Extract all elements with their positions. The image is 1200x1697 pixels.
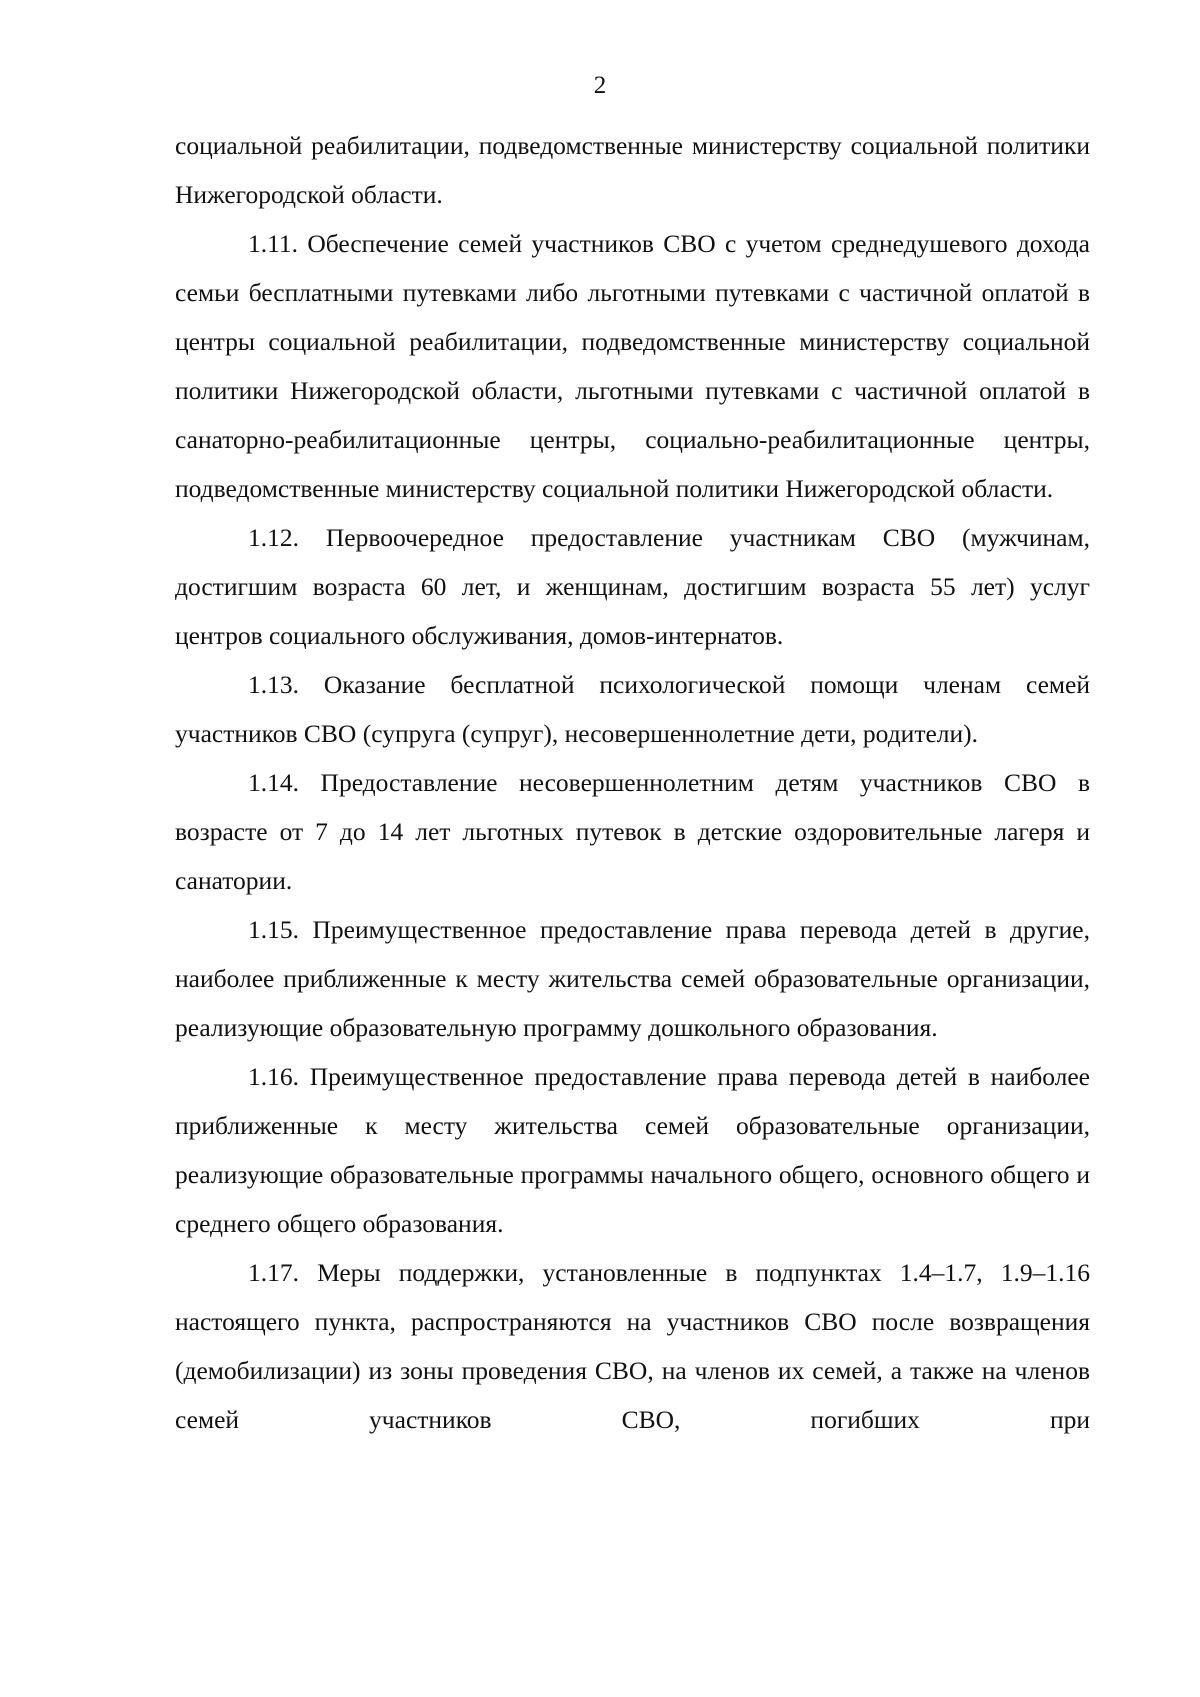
paragraph-1-13: 1.13. Оказание бесплатной психологической помощи членам семей участников СВО (супруга (супруг), несовершеннолетние дети, родители).: [175, 670, 1090, 748]
page-number: 2: [593, 72, 607, 99]
paragraph-1-15: 1.15. Преимущественное предоставление права перевода детей в другие, наиболее приближенные к месту жительства семей образовательные организации, реализующие образовательную программу дошкольного образования.: [175, 915, 1090, 1042]
document-body: [175, 121, 1090, 1444]
paragraph-continuation: социальной реабилитации, подведомственные министерству социальной политики Нижегородской области.: [175, 131, 1090, 209]
paragraph-1-17: 1.17. Меры поддержки, установленные в подпунктах 1.4–1.7, 1.9–1.16 настоящего пункта, распространяются на участников СВО после возвращения (демобилизации) из зоны проведения СВО, на членов их семей, а также на членов семей участников СВО, погибших при: [175, 1258, 1090, 1434]
paragraph-1-16: 1.16. Преимущественное предоставление права перевода детей в наиболее приближенные к месту жительства семей образовательные организации, реализующие образовательные программы начального общего, основного общего и среднего общего образования.: [175, 1062, 1090, 1238]
paragraph-1-11: 1.11. Обеспечение семей участников СВО с учетом среднедушевого дохода семьи бесплатными путевками либо льготными путевками с частичной оплатой в центры социальной реабилитации, подведомственные министерству социальной политики Нижегородской области, льготными путевками с частичной оплатой в санаторно-реабилитационные центры, социально-реабилитационные центры, подведомственные министерству социальной политики Нижегородской области.: [175, 229, 1090, 503]
paragraph-1-12: 1.12. Первоочередное предоставление участникам СВО (мужчинам, достигшим возраста 60 лет, и женщинам, достигшим возраста 55 лет) услуг центров социального обслуживания, домов-интернатов.: [175, 523, 1090, 650]
paragraph-1-14: 1.14. Предоставление несовершеннолетним детям участников СВО в возрасте от 7 до 14 лет льготных путевок в детские оздоровительные лагеря и санатории.: [175, 768, 1090, 895]
